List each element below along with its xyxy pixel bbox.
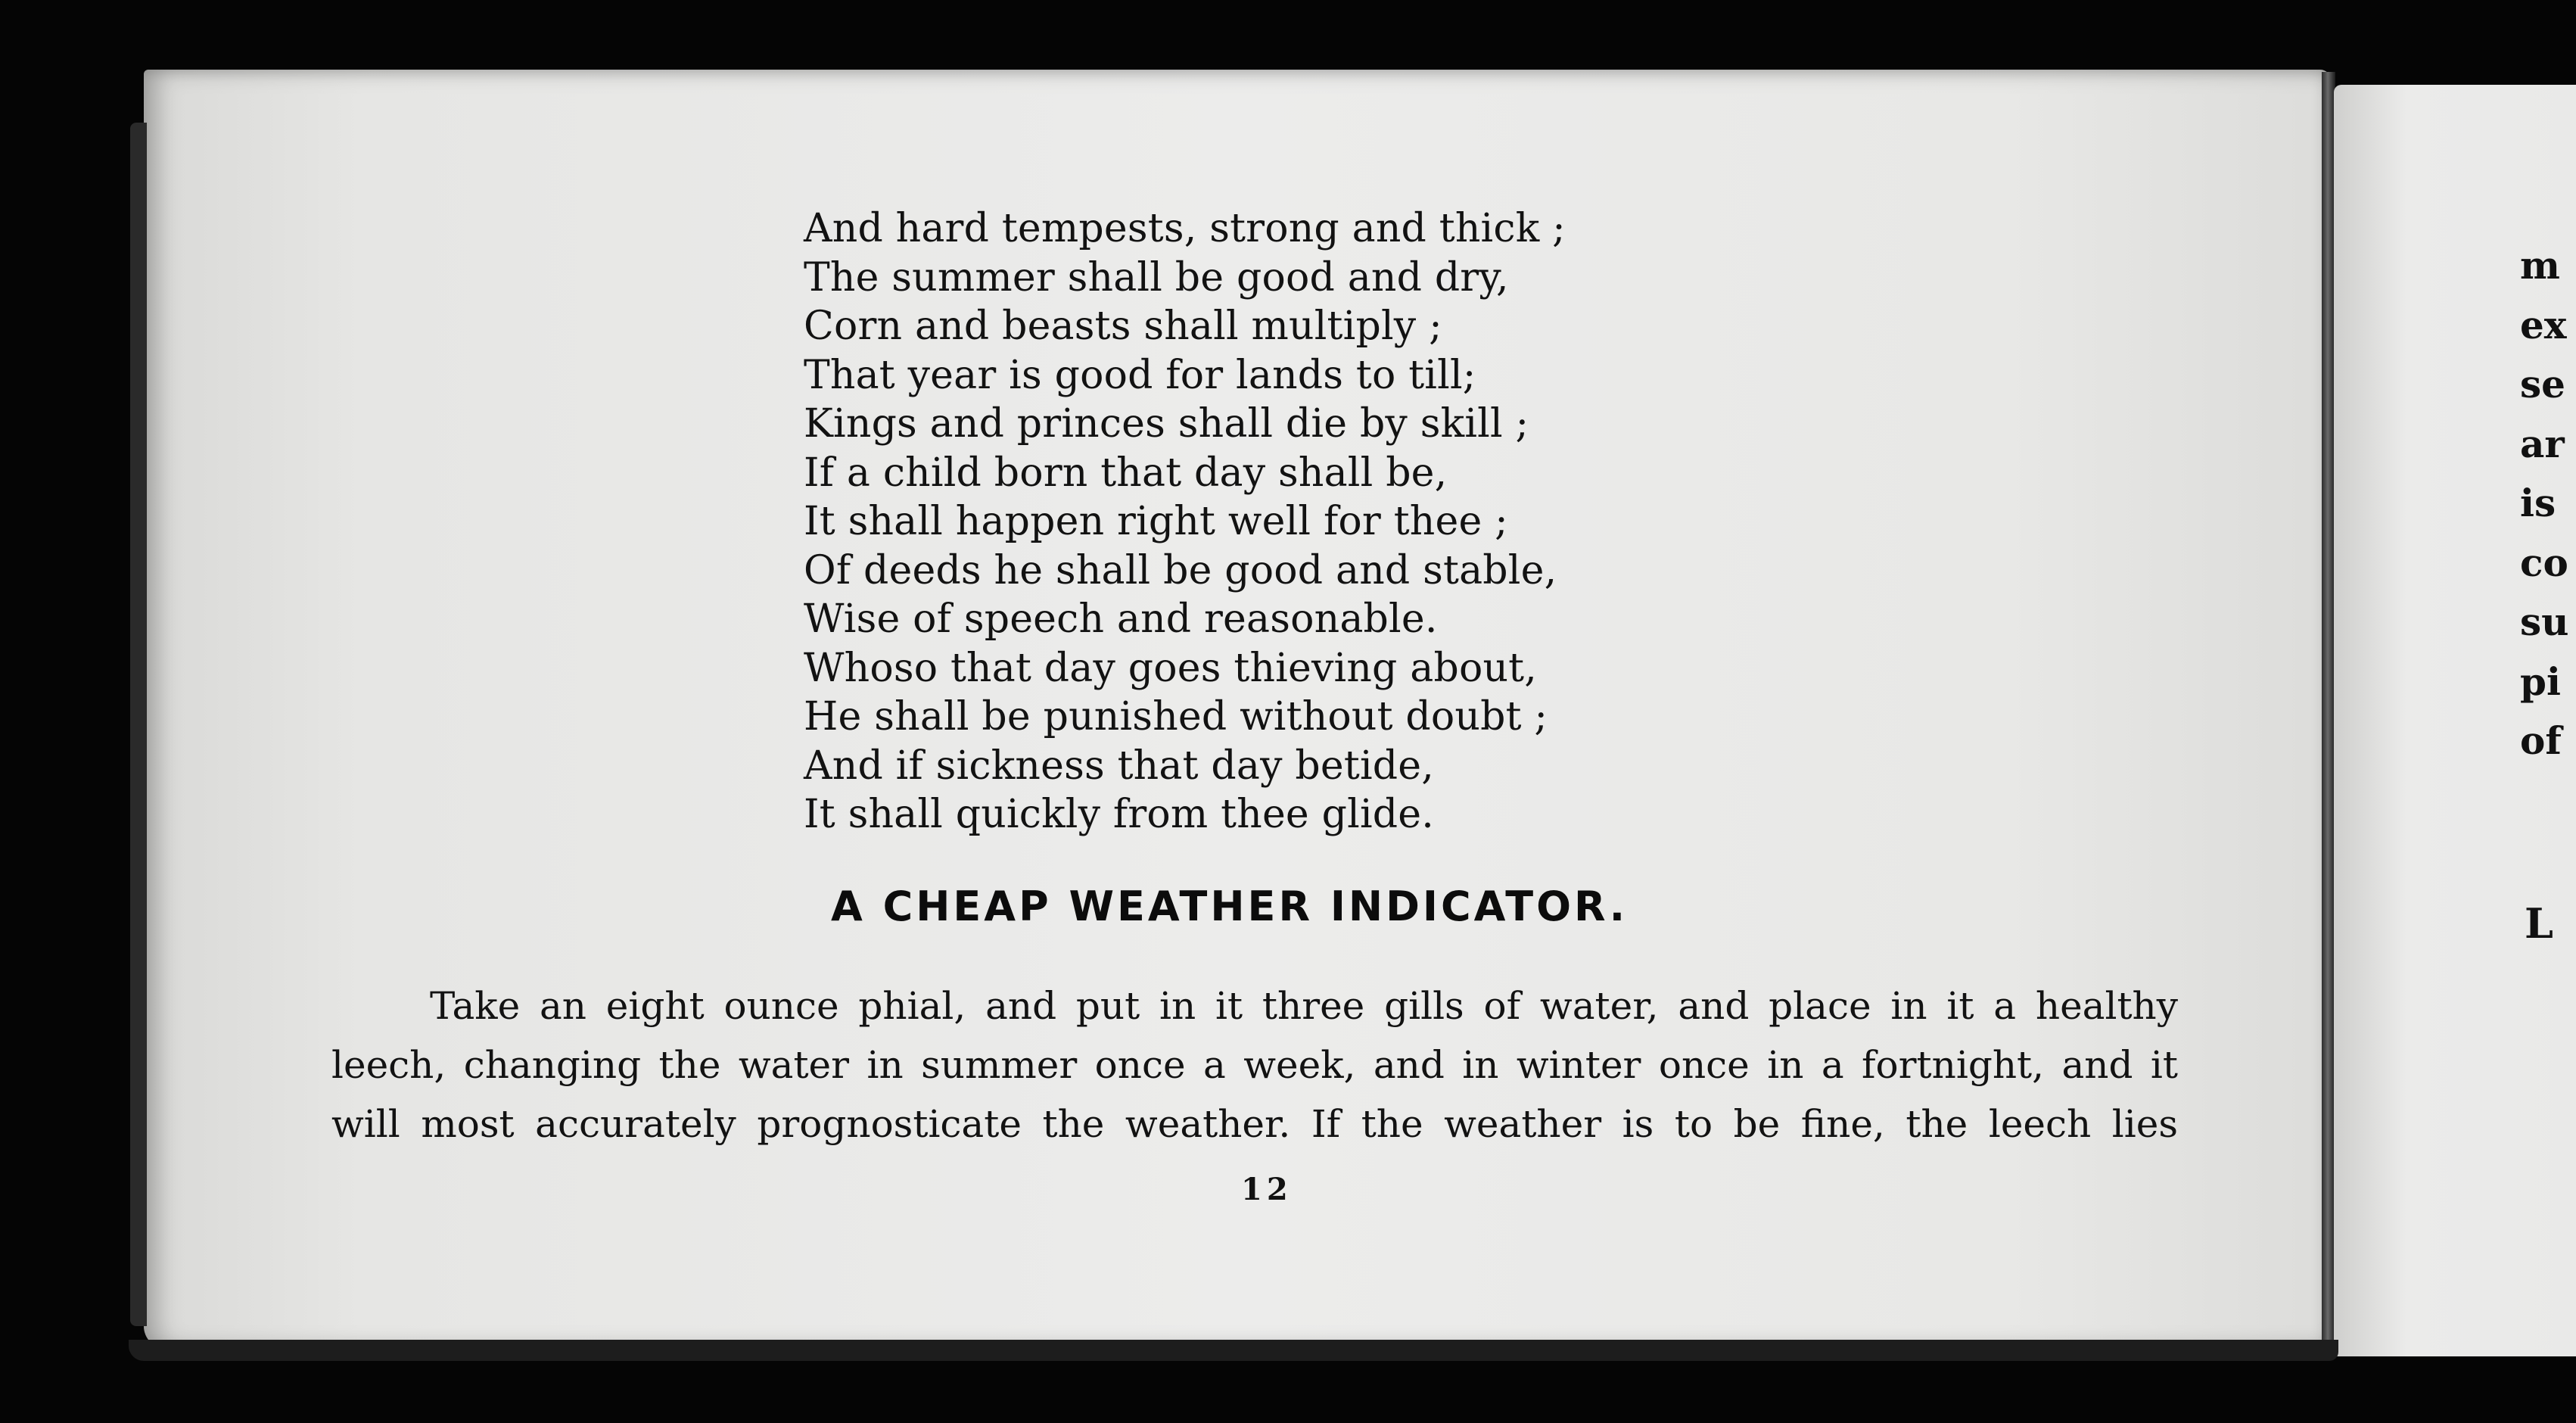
section-heading: A CHEAP WEATHER INDICATOR. xyxy=(831,883,1629,930)
poem-line: Kings and princes shall die by skill ; xyxy=(804,401,1529,447)
facing-page-fragment: su xyxy=(2520,599,2569,644)
poem-verse xyxy=(804,204,1566,839)
facing-page-text-fragments xyxy=(2520,236,2569,771)
poem-line: Of deeds he shall be good and stable, xyxy=(804,547,1557,593)
poem-line: The summer shall be good and dry, xyxy=(804,254,1509,300)
poem-line: It shall quickly from thee glide. xyxy=(804,792,1434,837)
facing-page-fragment: ex xyxy=(2520,302,2567,347)
facing-page-fragment: of xyxy=(2520,718,2562,763)
facing-page-heading-fragment: L xyxy=(2525,899,2553,948)
poem-line: It shall happen right well for thee ; xyxy=(804,499,1508,544)
poem-line: Wise of speech and reasonable. xyxy=(804,596,1438,642)
weather-indicator-paragraph xyxy=(331,976,2178,1154)
facing-page-fragment: m xyxy=(2520,243,2560,288)
poem-line: Corn and beasts shall multiply ; xyxy=(804,304,1442,349)
paragraph-line: will most accurately prognosticate the weather. If the weather is to be fine, the leech lies xyxy=(331,1102,2178,1146)
poem-line: If a child born that day shall be, xyxy=(804,450,1448,496)
page-bottom-edge xyxy=(129,1340,2338,1361)
facing-page-fragment: pi xyxy=(2520,659,2561,704)
facing-page-fragment: is xyxy=(2520,481,2556,525)
poem-line: Whoso that day goes thieving about, xyxy=(804,645,1537,691)
poem-line: And hard tempests, strong and thick ; xyxy=(804,206,1566,251)
page-number: 12 xyxy=(1241,1172,1293,1207)
facing-page-fragment: se xyxy=(2520,362,2565,406)
paragraph-line: Take an eight ounce phial, and put in it three gills of water, and place in it a healthy xyxy=(430,984,2178,1028)
poem-line: And if sickness that day betide, xyxy=(804,743,1434,789)
poem-line: That year is good for lands to till; xyxy=(804,352,1476,398)
facing-page-fragment: ar xyxy=(2520,421,2565,466)
poem-line: He shall be punished without doubt ; xyxy=(804,694,1548,740)
paragraph-line: leech, changing the water in summer once a week, and in winter once in a fortnight, and it xyxy=(331,1043,2178,1087)
facing-page-fragment: co xyxy=(2520,540,2568,585)
